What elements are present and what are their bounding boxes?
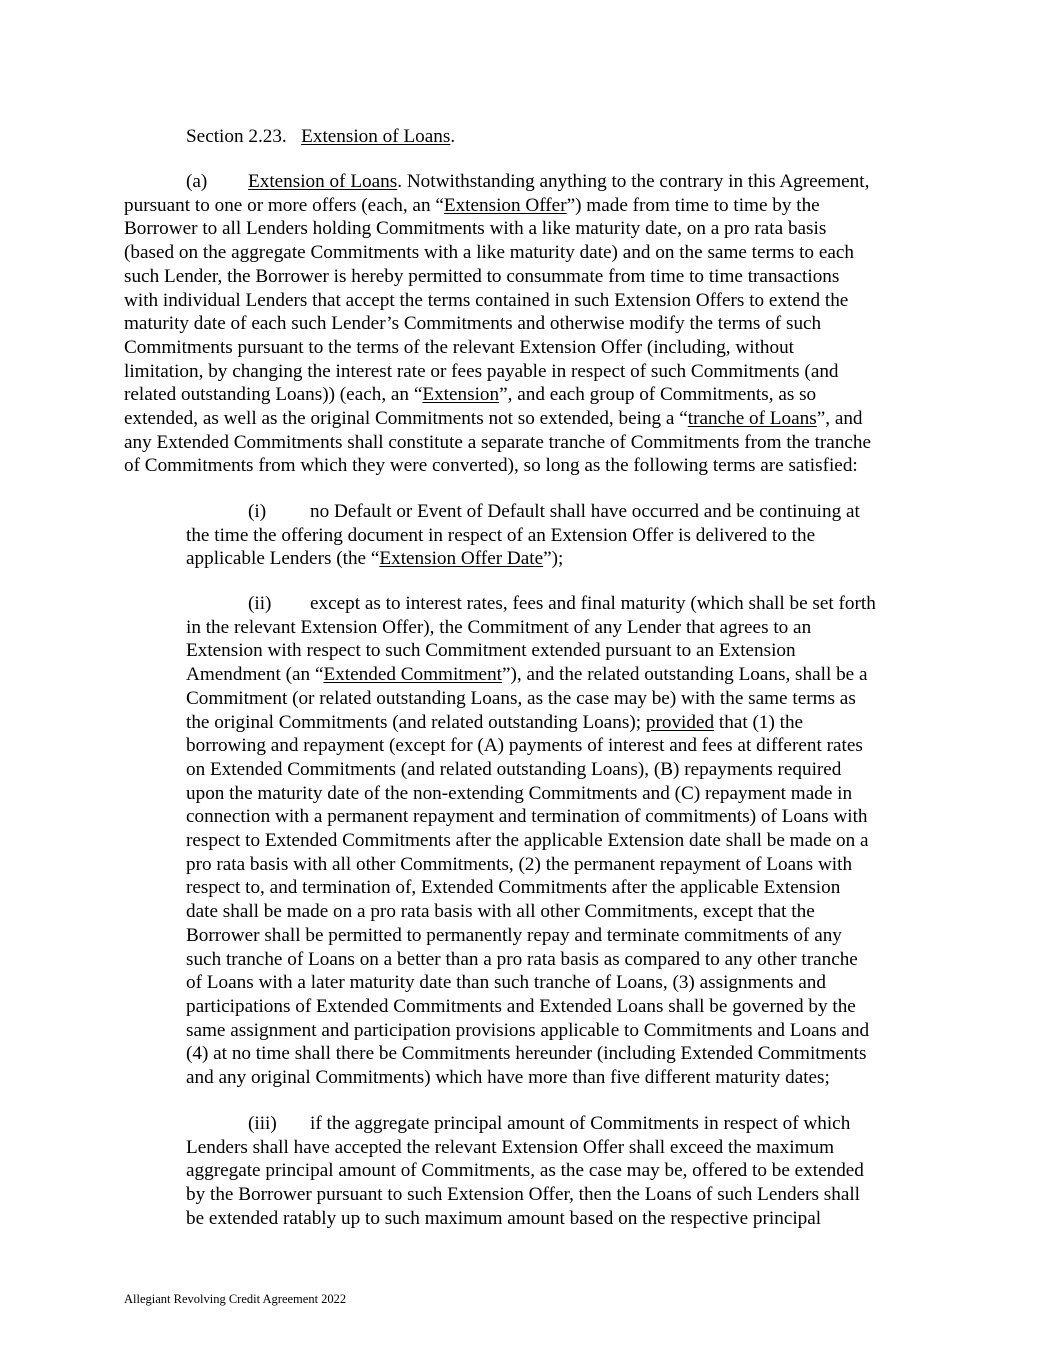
text-run: such Lender, the Borrower is hereby permitted to consummate from time to time transactions bbox=[124, 265, 840, 287]
text-line bbox=[186, 782, 926, 806]
defined-term: Extension Offer bbox=[443, 194, 567, 216]
text-line bbox=[186, 829, 926, 853]
text-line bbox=[186, 995, 926, 1019]
text-run: upon the maturity date of the non-extending Commitments and (C) repayment made in bbox=[186, 782, 853, 804]
text-run: ”) made from time to time by the bbox=[566, 194, 820, 216]
text-run: extended, as well as the original Commitments not so extended, being a “ bbox=[124, 408, 688, 430]
defined-term: Extension bbox=[422, 384, 500, 406]
text-run: limitation, by changing the interest rate or fees payable in respect of such Commitments (and bbox=[124, 360, 839, 382]
text-line bbox=[186, 663, 926, 687]
text-run: related outstanding Loans)) (each, an “ bbox=[124, 384, 423, 406]
text-line bbox=[186, 853, 926, 877]
text-line bbox=[124, 336, 932, 360]
text-line bbox=[186, 500, 926, 524]
text-run: aggregate principal amount of Commitments, as the case may be, offered to be extended bbox=[186, 1160, 864, 1182]
text-run: by the Borrower pursuant to such Extension Offer, then the Loans of such Lenders shall bbox=[186, 1184, 861, 1206]
text-line bbox=[124, 431, 932, 455]
text-run: date shall be made on a pro rata basis with all other Commitments, except that the bbox=[186, 901, 815, 923]
clause-label: (i) bbox=[248, 501, 267, 522]
text-line bbox=[186, 805, 926, 829]
paragraph-a-label: (a) bbox=[186, 171, 208, 192]
text-line bbox=[186, 1183, 926, 1207]
text-run: and any original Commitments) which have more than five different maturity dates; bbox=[186, 1067, 830, 1089]
text-run: except as to interest rates, fees and final maturity (which shall be set forth bbox=[310, 593, 876, 614]
text-run: be extended ratably up to such maximum amount based on the respective principal bbox=[186, 1207, 822, 1229]
text-line bbox=[186, 971, 926, 995]
text-run: any Extended Commitments shall constitute a separate tranche of Commitments from the tranche bbox=[124, 431, 872, 453]
text-line bbox=[124, 241, 932, 265]
clause-i bbox=[186, 500, 926, 571]
clause-ii bbox=[186, 592, 926, 1090]
text-run: Amendment (an “ bbox=[186, 664, 324, 686]
text-line bbox=[186, 948, 926, 972]
text-line bbox=[124, 407, 932, 431]
text-run: connection with a permanent repayment and termination of commitments) of Loans with bbox=[186, 806, 868, 828]
text-line bbox=[186, 1159, 926, 1183]
text-run: participations of Extended Commitments and Extended Loans shall be governed by the bbox=[186, 995, 856, 1017]
text-run: ”), and the related outstanding Loans, shall be a bbox=[502, 664, 868, 686]
section-heading bbox=[186, 125, 455, 149]
defined-term: provided bbox=[645, 711, 715, 733]
section-title-period: . bbox=[450, 126, 456, 147]
paragraph-a bbox=[124, 170, 932, 478]
clause-ii-body bbox=[186, 592, 926, 1090]
text-run: ”, and bbox=[816, 408, 863, 430]
text-line bbox=[186, 616, 926, 640]
defined-term: Extended Commitment bbox=[323, 664, 502, 686]
clause-iii-body bbox=[186, 1112, 926, 1231]
text-run: respect to Extended Commitments after the applicable Extension date shall be made on a bbox=[186, 830, 869, 852]
text-line bbox=[186, 900, 926, 924]
text-line bbox=[124, 217, 932, 241]
text-run: borrowing and repayment (except for (A) payments of interest and fees at different rates bbox=[186, 735, 863, 757]
text-line bbox=[186, 1112, 926, 1136]
text-line bbox=[186, 924, 926, 948]
text-line bbox=[124, 194, 932, 218]
text-line bbox=[124, 289, 932, 313]
text-run: ”, and each group of Commitments, as so bbox=[499, 384, 817, 406]
text-run: if the aggregate principal amount of Commitments in respect of which bbox=[310, 1113, 851, 1134]
text-run: same assignment and participation provisions applicable to Commitments and Loans and bbox=[186, 1019, 870, 1041]
text-line bbox=[186, 1019, 926, 1043]
section-title: Extension of Loans bbox=[301, 126, 451, 147]
text-line bbox=[124, 360, 932, 384]
text-line bbox=[186, 524, 926, 548]
text-line bbox=[186, 687, 926, 711]
text-run: Lenders shall have accepted the relevant Extension Offer shall exceed the maximum bbox=[186, 1136, 835, 1158]
text-line bbox=[124, 383, 932, 407]
clause-label: (ii) bbox=[248, 593, 272, 614]
text-line bbox=[186, 592, 926, 616]
text-run: pro rata basis with all other Commitments, (2) the permanent repayment of Loans with bbox=[186, 853, 853, 875]
text-run: Borrower shall be permitted to permanently repay and terminate commitments of any bbox=[186, 924, 842, 946]
paragraph-a-caption: Extension of Loans bbox=[248, 171, 398, 192]
text-run: pursuant to one or more offers (each, an “ bbox=[124, 194, 444, 216]
text-run: of Loans with a later maturity date than such tranche of Loans, (3) assignments and bbox=[186, 972, 826, 994]
text-run: in the relevant Extension Offer), the Commitment of any Lender that agrees to an bbox=[186, 616, 812, 638]
clause-i-body bbox=[186, 500, 926, 571]
text-run: on Extended Commitments (and related outstanding Loans), (B) repayments required bbox=[186, 758, 842, 780]
text-line bbox=[186, 639, 926, 663]
paragraph-a-body bbox=[124, 194, 932, 478]
text-run: with individual Lenders that accept the terms contained in such Extension Offers to extend the bbox=[124, 289, 849, 311]
footer-text: Allegiant Revolving Credit Agreement 2022 bbox=[124, 1292, 347, 1306]
paragraph-a-first-line bbox=[124, 170, 932, 194]
text-run: applicable Lenders (the “ bbox=[186, 548, 380, 570]
text-line bbox=[124, 312, 932, 336]
text-run: ”); bbox=[543, 548, 564, 570]
text-run: no Default or Event of Default shall have occurred and be continuing at bbox=[310, 501, 860, 522]
text-run: Borrower to all Lenders holding Commitments with a like maturity date, on a pro rata basis bbox=[124, 218, 827, 240]
text-run: the time the offering document in respect of an Extension Offer is delivered to the bbox=[186, 524, 816, 546]
text-run: Commitments pursuant to the terms of the relevant Extension Offer (including, without bbox=[124, 336, 795, 358]
text-line bbox=[186, 711, 926, 735]
text-line bbox=[124, 265, 932, 289]
text-run: Commitment (or related outstanding Loans, as the case may be) with the same terms as bbox=[186, 687, 856, 709]
section-number: Section 2.23. bbox=[186, 126, 287, 147]
text-line bbox=[186, 1136, 926, 1160]
text-run: of Commitments from which they were converted), so long as the following terms are satisfied: bbox=[124, 455, 858, 477]
text-line bbox=[186, 734, 926, 758]
clause-iii bbox=[186, 1112, 926, 1231]
text-run: Extension with respect to such Commitment extended pursuant to an Extension bbox=[186, 640, 796, 662]
text-run: respect to, and termination of, Extended Commitments after the applicable Extension bbox=[186, 877, 841, 899]
text-run: . Notwithstanding anything to the contrary in this Agreement, bbox=[397, 171, 870, 192]
text-line bbox=[186, 1066, 926, 1090]
text-line bbox=[186, 1207, 926, 1231]
text-run: such tranche of Loans on a better than a pro rata basis as compared to any other tranche bbox=[186, 948, 858, 970]
text-run: (4) at no time shall there be Commitments hereunder (including Extended Commitments bbox=[186, 1043, 867, 1065]
text-run: the original Commitments (and related outstanding Loans); bbox=[186, 711, 646, 733]
text-line bbox=[186, 758, 926, 782]
text-run: that (1) the bbox=[714, 711, 804, 733]
text-line bbox=[186, 547, 926, 571]
defined-term: tranche of Loans bbox=[687, 408, 817, 430]
text-line bbox=[124, 454, 932, 478]
text-run: (based on the aggregate Commitments with a like maturity date) and on the same terms to each bbox=[124, 242, 854, 264]
text-line bbox=[186, 876, 926, 900]
text-run: maturity date of each such Lender’s Commitments and otherwise modify the terms of such bbox=[124, 313, 822, 335]
defined-term: Extension Offer Date bbox=[379, 548, 544, 570]
clause-label: (iii) bbox=[248, 1113, 277, 1134]
text-line bbox=[186, 1042, 926, 1066]
